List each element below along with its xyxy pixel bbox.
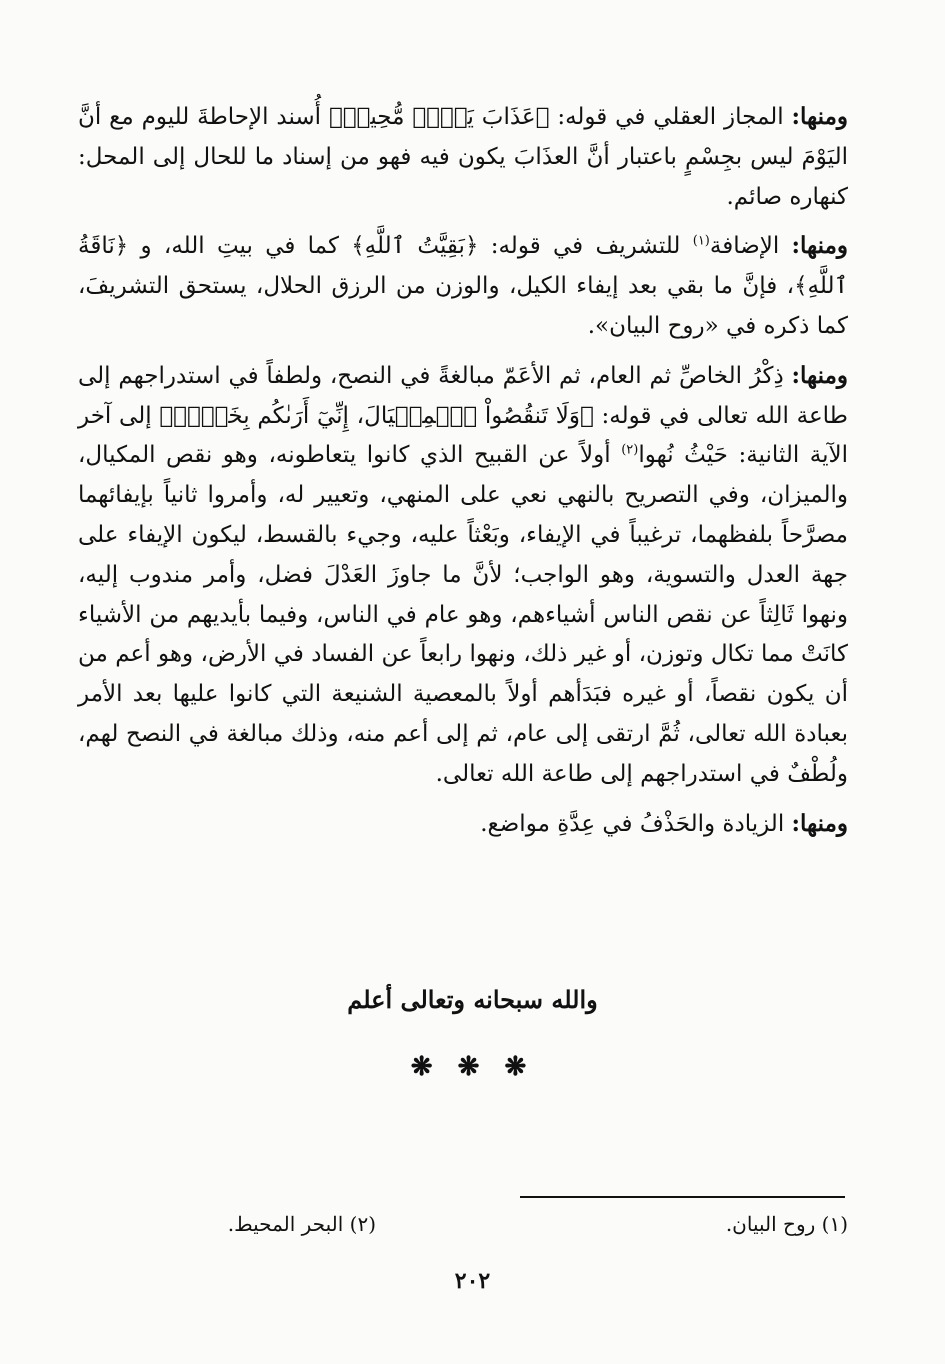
paragraph-text: للتشريف في قوله: ﴿بَقِيَّتُ ٱللَّهِ﴾ كما في بيتِ الله، و ﴿نَاقَةُ ٱللَّهِ﴾، فإنَّ ما بقي بعد إيفاء الكيل، والوزن من الرزق الحلال، يستحق التشريفَ، كما ذكره في «روح البيان».: [78, 233, 848, 339]
paragraph-2: [78, 226, 848, 346]
paragraph-text: ذِكْرُ الخاصِّ ثم العام، ثم الأعَمّ مبالغةً في النصح، ولطفاً في استدراجهم إلى طاعة الله تعالى في قوله: ﴿وَلَا تَنقُصُواْ ٱلۡمِكۡيَالَ، إِنِّيٓ أَرَىٰكُم بِخَيۡرٖ﴾ إلى آخر الآية الثانية: حَيْثُ نُهوا: [78, 362, 848, 469]
main-text: [78, 97, 848, 844]
paragraph-text: الزيادة والحَذْفُ في عِدَّةِ مواضع.: [480, 810, 792, 837]
paragraph-text: أولاً عن القبيح الذي كانوا يتعاطونه، وهو نقص المكيال، والميزان، وفي التصريح بالنهي نعي على المنهي، وتعيير له، وأمروا ثانياً بإيفائهما مصرَّحاً بلفظهما، ترغيباً في الإيفاء، وبَعْثاً عليه، وجيء بالقسط، ليكون الإيفاء على جهة العدل والتسوية، وهو الواجب؛ لأنَّ ما جاوزَ العَدْلَ فضل، وأمر مندوب إليه، ونهوا ثَالِثاً عن نقص الناس أشياءهم، وهو عام في الناس، وفيما بأيديهم من الأشياء كانَتْ مما تكال وتوزن، أو غير ذلك، ونهوا رابعاً عن الفساد في الأرض، وهو أعم من أن يكون نقصاً، أو غيره فبَدَأهم أولاً بالمعصية الشنيعة التي كانوا عليها بعد الأمر بعبادة الله تعالى، ثُمَّ ارتقى إلى عام، ثم إلى أعم منه، وذلك مبالغة في النصح لهم، ولُطْفٌ في استدراجهم إلى طاعة الله تعالى.: [78, 442, 848, 787]
footnote-1: (١) روح البيان.: [725, 1212, 848, 1236]
footnote-separator: [520, 1196, 845, 1198]
paragraph-lead: ومنها:: [791, 361, 848, 389]
closing-phrase: والله سبحانه وتعالى أعلم: [347, 985, 598, 1014]
paragraph-3: [78, 356, 848, 795]
page-number: ٢٠٢: [454, 1268, 491, 1294]
paragraph-4: [78, 804, 848, 845]
paragraph-lead: ومنها:: [791, 232, 849, 260]
paragraph-lead: ومنها:: [791, 809, 848, 837]
paragraph-text: الإضافة: [709, 233, 792, 260]
section-divider-stars: ❋ ❋ ❋: [410, 1052, 535, 1082]
paragraph-1: [78, 97, 848, 217]
footnote-marker: (١): [692, 233, 710, 249]
footnote-marker: (٢): [621, 442, 639, 458]
footnote-2: (٢) البحر المحيط.: [227, 1212, 376, 1236]
paragraph-lead: ومنها:: [791, 103, 848, 130]
paragraph-text: المجاز العقلي في قوله: ﴿عَذَابَ يَوۡمٖ مُّحِيطٖ﴾ أُسند الإحاطةَ لليوم مع أنَّ اليَوْمَ ليس بجِسْمٍ باعتبار أنَّ العذَابَ يكون فيه فهو من إسناد ما للحال إلى المحل: كنهاره صائم.: [78, 104, 848, 210]
